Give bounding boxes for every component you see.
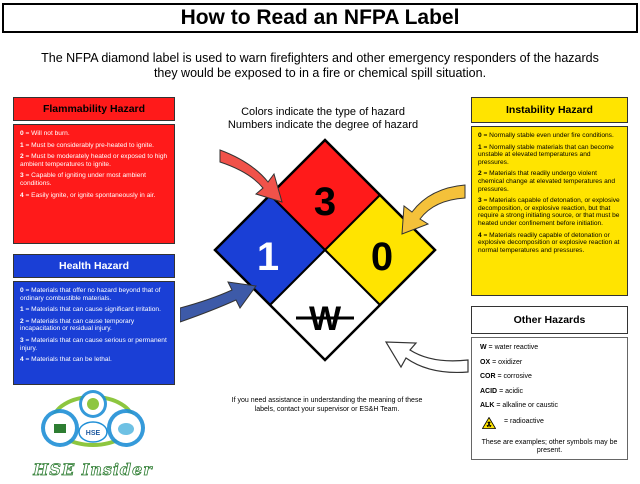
logo-center-text: HSE (85, 430, 101, 437)
health-number: 1 (256, 235, 280, 279)
instability-item-level: 0 (478, 132, 482, 139)
other-hazard-item-text: = corrosive (495, 373, 532, 380)
flammability-item-text: = Must be moderately heated or exposed to high ambient temperatures to ignite. (20, 153, 168, 168)
other-hazard-item-level: COR (480, 373, 496, 380)
instability-item-text: = Materials that readily undergo violent chemical change at elevated temperatures and pressures. (478, 170, 616, 193)
other-hazard-item-text: = alkaline or caustic (494, 402, 559, 409)
health-item-level: 2 (20, 317, 24, 325)
other-hazard-item-text: = water reactive (486, 344, 539, 351)
flammability-item (20, 192, 169, 200)
health-panel (13, 281, 175, 385)
flammability-number: 3 (313, 180, 337, 224)
instability-title: Instability Hazard (471, 97, 628, 123)
health-item (20, 287, 169, 302)
assistance-note: If you need assistance in understanding the meaning of these labels, contact your supervisor or ES&H Team. (231, 397, 423, 413)
health-item-text: = Materials that can be lethal. (23, 356, 112, 364)
special-arrow-icon (386, 342, 468, 372)
other-hazard-item (480, 402, 619, 411)
flammability-item-text: = Must be considerably pre-heated to ignite. (23, 141, 154, 149)
flammability-item-level: 3 (20, 172, 24, 180)
flammability-item-level: 4 (20, 191, 24, 199)
health-item-level: 1 (20, 306, 24, 314)
radioactive-label: = radioactive (504, 418, 544, 426)
instability-item (478, 197, 622, 227)
flammability-item-level: 2 (20, 153, 24, 161)
flammability-item (20, 172, 169, 187)
hse-insider-logo (8, 385, 178, 484)
flammability-arrow-icon (220, 150, 282, 202)
flammability-panel (13, 124, 175, 244)
other-hazard-item-text: = oxidizer (490, 358, 523, 366)
instability-item-text: = Normally stable even under fire conditions. (481, 132, 614, 139)
instability-number: 0 (370, 235, 394, 279)
other-hazard-item-level: W (480, 344, 487, 351)
instability-item-text: = Normally stable materials that can become unstable at elevated temperatures and pressures. (478, 143, 614, 166)
flammability-item (20, 142, 169, 150)
instability-item-level: 2 (478, 170, 482, 178)
health-item-level: 0 (20, 287, 24, 294)
flammability-title: Flammability Hazard (13, 97, 175, 121)
instability-arrow-icon (402, 185, 465, 234)
radioactive-row (482, 417, 619, 429)
logo-text: HSE Insider (33, 460, 153, 479)
instability-item-level: 3 (478, 197, 482, 205)
other-hazard-item-level: OX (480, 358, 491, 366)
other-hazards-note: These are examples; other symbols may be present. (481, 438, 618, 454)
instability-item-level: 4 (478, 231, 482, 239)
health-item (20, 306, 169, 314)
radioactive-icon (482, 417, 496, 429)
health-item (20, 318, 169, 333)
health-item-level: 4 (20, 356, 24, 364)
instability-item-text: = Materials capable of detonation, or explosive decomposition, or explosive reaction, but that require a strong initiating source, or that must be heated under confinement before initiation. (478, 197, 620, 227)
health-item (20, 356, 169, 364)
caption-line-1: Colors indicate the type of hazard (241, 106, 405, 118)
other-hazard-item (480, 388, 619, 397)
nfpa-diamond (180, 110, 470, 400)
other-hazards-title: Other Hazards (471, 306, 628, 334)
flammability-item-text: = Will not burn. (23, 130, 70, 137)
instability-item-text: = Materials readily capable of detonation or explosive decomposition or explosive reaction at normal temperatures and pressures. (478, 231, 620, 254)
instability-item (478, 144, 622, 167)
instability-item (478, 232, 622, 255)
instability-item (478, 132, 622, 140)
health-item-text: = Materials that can cause significant irritation. (23, 306, 161, 314)
other-hazards-panel (471, 337, 628, 460)
other-hazard-item-text: = acidic (497, 387, 523, 395)
special-symbol: W (308, 300, 342, 338)
caption-line-2: Numbers indicate the degree of hazard (227, 119, 419, 131)
flammability-item-level: 1 (20, 141, 24, 149)
other-hazard-item (480, 373, 619, 382)
intro-text: The NFPA diamond label is used to warn firefighters and other emergency responders of the hazards they would be exposed to in a fire or chemical spill situation. (41, 51, 599, 80)
health-item-text: = Materials that can cause temporary incapacitation or residual injury. (20, 317, 135, 333)
health-arrow-icon (180, 282, 256, 322)
flammability-item-text: = Easily ignite, or ignite spontaneously in air. (23, 191, 156, 199)
other-hazard-item-level: ALK (480, 402, 495, 409)
instability-item-level: 1 (478, 143, 482, 151)
flammability-item-level: 0 (20, 130, 24, 137)
other-hazard-item-level: ACID (480, 387, 498, 395)
page-title: How to Read an NFPA Label (2, 3, 638, 33)
flammability-item (20, 130, 169, 138)
flammability-item (20, 153, 169, 168)
health-item-text: = Materials that can cause serious or permanent injury. (20, 336, 167, 352)
health-title: Health Hazard (13, 254, 175, 278)
health-item (20, 337, 169, 352)
instability-panel (471, 126, 628, 296)
health-item-text: = Materials that offer no hazard beyond that of ordinary combustible materials. (20, 287, 161, 302)
instability-item (478, 170, 622, 193)
other-hazard-item (480, 344, 619, 353)
flammability-item-text: = Capable of igniting under most ambient conditions. (20, 172, 146, 187)
health-item-level: 3 (20, 336, 24, 344)
other-hazard-item (480, 359, 619, 368)
